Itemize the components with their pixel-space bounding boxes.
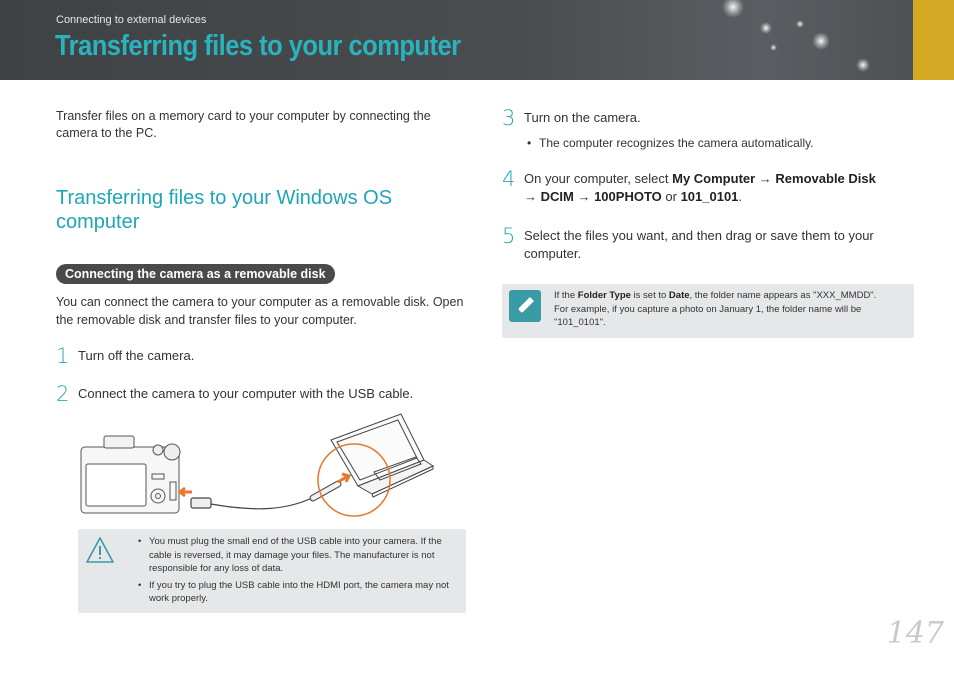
- step-1: [56, 344, 466, 368]
- usb-cable-icon: [191, 484, 338, 509]
- step-5: [502, 224, 914, 263]
- intro-text: Transfer files on a memory card to your computer by connecting the camera to the PC.: [56, 109, 431, 140]
- warning-triangle-icon: [84, 535, 116, 565]
- folder-100photo: 100PHOTO: [594, 189, 662, 204]
- step-text: Connect the camera to your computer with the USB cable.: [78, 386, 414, 401]
- step-number: 3: [502, 106, 516, 130]
- tip-box: [502, 284, 914, 338]
- header-sparkle: [760, 22, 772, 34]
- step-text: Turn off the camera.: [78, 348, 195, 363]
- subsection-pill: Connecting the camera as a removable disk: [56, 264, 335, 284]
- breadcrumb: Connecting to external devices: [56, 14, 207, 26]
- section-paragraph: You can connect the camera to your computer as a removable disk. Open the removable disk and transfer files to your computer.: [56, 295, 464, 327]
- step-text: Turn on the camera.: [524, 110, 641, 125]
- step-number: 5: [502, 224, 516, 248]
- step-text: Select the files you want, and then drag or save them to your computer.: [524, 228, 874, 261]
- page-title: Transferring files to your computer: [55, 30, 461, 62]
- header-banner: [0, 0, 954, 80]
- step-3: [502, 106, 914, 130]
- header-sparkle: [770, 44, 777, 51]
- chapter-tab: [913, 0, 954, 80]
- caution-list: [138, 535, 456, 609]
- step-number: 1: [56, 344, 70, 368]
- caution-item: • If you try to plug the USB cable into the HDMI port, the camera may not work properly.: [138, 579, 449, 604]
- usb-direction-arrow: [180, 488, 192, 496]
- header-sparkle: [796, 20, 804, 28]
- step-number: 4: [502, 167, 516, 191]
- caution-item: • You must plug the small end of the USB cable into your camera. If the cable is reversed, it may damage your files. The manufacturer is not responsible for any loss of data.: [138, 536, 442, 574]
- step-text: On your computer, select My Computer → Removable Disk → DCIM → 100PHOTO or 101_0101.: [524, 171, 876, 204]
- caution-box: [78, 529, 466, 613]
- usb-direction-arrow: [338, 474, 349, 482]
- step-3-bullet: • The computer recognizes the camera automatically.: [527, 136, 814, 150]
- pencil-note-icon: [509, 290, 541, 322]
- laptop-icon: [331, 414, 433, 497]
- header-sparkle: [722, 0, 744, 18]
- header-sparkle: [812, 32, 830, 50]
- folder-101-0101: 101_0101: [680, 189, 739, 204]
- tip-text: If the Folder Type is set to Date, the folder name appears as "XXX_MMDD". For example, if you capture a photo on January 1, the folder name will be "101_0101".: [554, 290, 877, 328]
- step-number: 2: [56, 382, 70, 406]
- step-4: [502, 167, 914, 206]
- header-sparkle: [856, 58, 870, 72]
- page-number: 147: [886, 616, 944, 651]
- menu-removable-disk: Removable Disk: [775, 171, 876, 186]
- intro-block: [56, 108, 466, 142]
- step-2: [56, 382, 466, 406]
- bullet-text: The computer recognizes the camera automatically.: [539, 136, 814, 150]
- menu-my-computer: My Computer: [672, 171, 756, 186]
- camera-usb-laptop-illustration: [76, 412, 440, 520]
- folder-dcim: DCIM: [540, 189, 574, 204]
- section-title: Transferring files to your Windows OS computer: [56, 187, 393, 233]
- camera-icon: [81, 436, 180, 513]
